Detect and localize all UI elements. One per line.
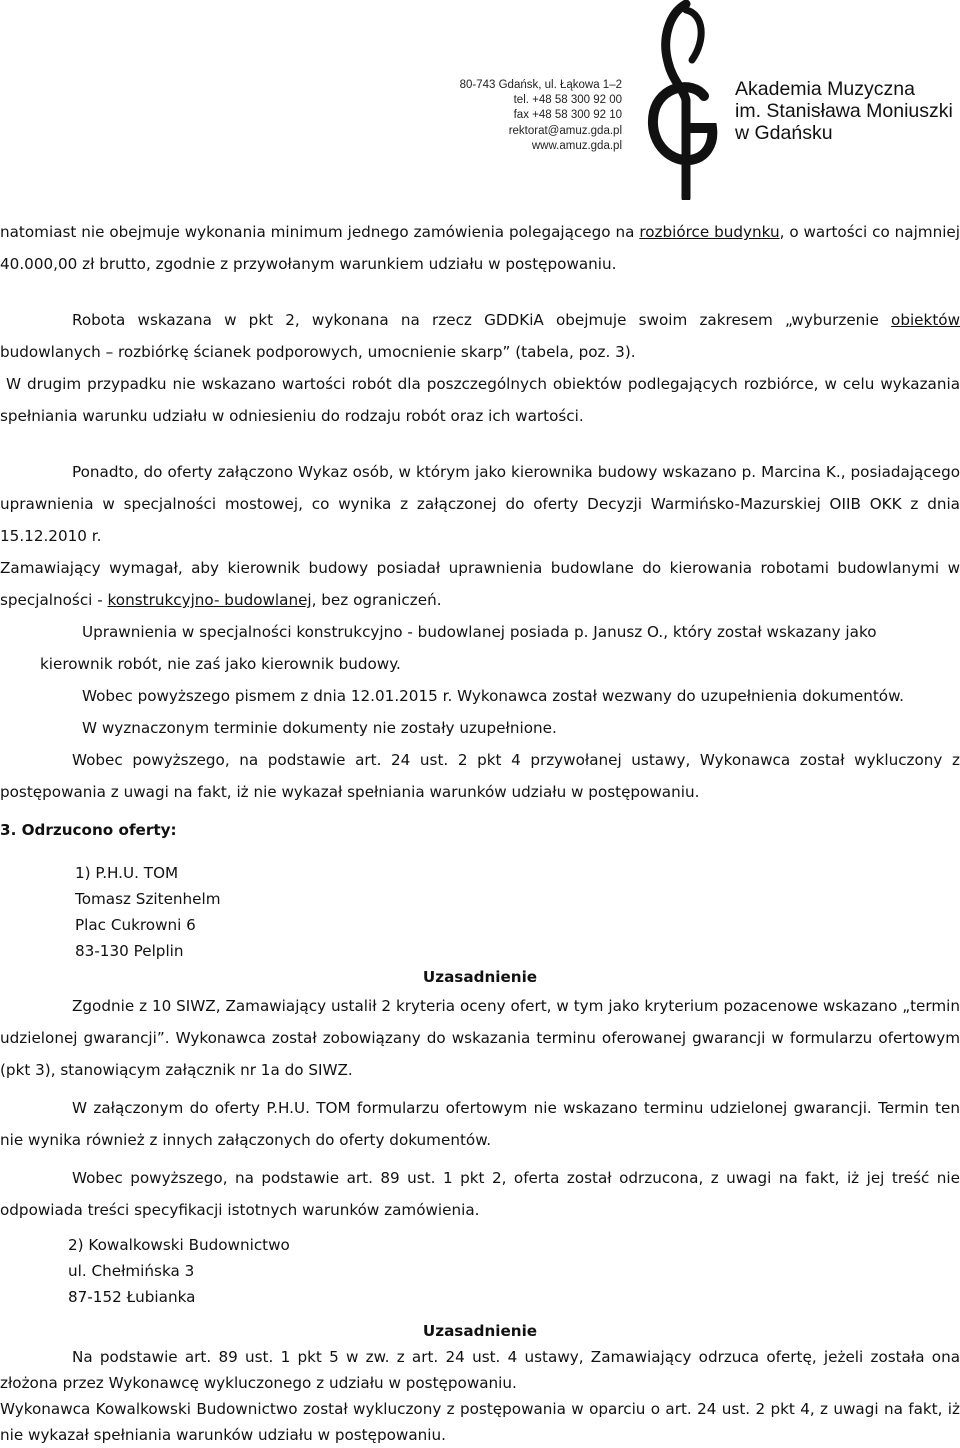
- paragraph: Na podstawie art. 89 ust. 1 pkt 5 w zw. z art. 24 ust. 4 ustawy, Zamawiający odrzuca ofertę, jeżeli została ona złożona przez Wykonawcę wykluczonego z udziału w postępowaniu.: [0, 1348, 960, 1392]
- offer-line: 83-130 Pelplin: [75, 942, 184, 960]
- paragraph: W drugim przypadku nie wskazano wartości robót dla poszczególnych obiektów podlegających rozbiórce, w celu wykazania spełniania warunku udziału w odniesieniu do rodzaju robót oraz ich wartości.: [0, 375, 960, 425]
- document-body: [0, 216, 960, 1448]
- rejected-offer-1: [0, 860, 960, 964]
- underlined-phrase: obiektów: [891, 311, 960, 329]
- rejected-offer-2: [0, 1232, 960, 1310]
- section-heading: 3. Odrzucono oferty:: [0, 821, 177, 839]
- paragraph: Uprawnienia w specjalności konstrukcyjno - budowlanej posiada p. Janusz O., który został wskazany jako: [82, 623, 877, 641]
- letterhead: [0, 0, 960, 210]
- paragraph: Ponadto, do oferty załączono Wykaz osób, w którym jako kierownika budowy wskazano p. Marcina K., posiadającego uprawnienia w specjalności mostowej, co wynika z załączonej do oferty Decyzji Warmińsko-Mazurskiej OIIB OKK z dnia 15.12.2010 r.: [0, 463, 960, 545]
- institution-line: im. Stanisława Moniuszki: [735, 100, 953, 122]
- institution-name: [735, 78, 953, 144]
- paragraph: natomiast nie obejmuje wykonania minimum jednego zamówienia polegającego na rozbiórce budynku, o wartości co najmniej 40.000,00 zł brutto, zgodnie z przywołanym warunkiem udziału w postępowaniu.: [0, 223, 960, 273]
- contact-block: [460, 78, 622, 154]
- justification-heading: Uzasadnienie: [422, 968, 538, 986]
- phone-line: tel. +48 58 300 92 00: [513, 94, 622, 107]
- paragraph: Robota wskazana w pkt 2, wykonana na rzecz GDDKiA obejmuje swoim zakresem „wyburzenie obiektów budowlanych – rozbiórkę ścianek podporowych, umocnienie skarp” (tabela, poz. 3).: [0, 311, 960, 361]
- paragraph: W wyznaczonym terminie dokumenty nie zostały uzupełnione.: [82, 719, 557, 737]
- paragraph: kierownik robót, nie zaś jako kierownik budowy.: [40, 655, 401, 673]
- fax-line: fax +48 58 300 92 10: [513, 109, 622, 122]
- paragraph: Wobec powyższego, na podstawie art. 24 ust. 2 pkt 4 przywołanej ustawy, Wykonawca został wykluczony z postępowania z uwagi na fakt, iż nie wykazał spełniania warunków udziału w postępowaniu.: [0, 751, 960, 801]
- paragraph: W załączonym do oferty P.H.U. TOM formularzu ofertowym nie wskazano terminu udzielonej gwarancji. Termin ten nie wynika również z innych załączonych do oferty dokumentów.: [0, 1099, 960, 1149]
- offer-line: 1) P.H.U. TOM: [75, 864, 179, 882]
- paragraph: Zamawiający wymagał, aby kierownik budowy posiadał uprawnienia budowlane do kierowania robotami budowlanymi w specjalności - konstrukcyjno- budowlanej, bez ograniczeń.: [0, 559, 960, 609]
- offer-line: Tomasz Szitenhelm: [75, 890, 221, 908]
- underlined-phrase: rozbiórce budynku: [639, 223, 780, 241]
- paragraph: Zgodnie z 10 SIWZ, Zamawiający ustalił 2 kryteria oceny ofert, w tym jako kryterium pozacenowe wskazano „termin udzielonej gwarancji”. Wykonawca został zobowiązany do wskazania terminu oferowanej gwarancji w formularzu ofertowym (pkt 3), stanowiącym załącznik nr 1a do SIWZ.: [0, 997, 960, 1079]
- paragraph: Wobec powyższego, na podstawie art. 89 ust. 1 pkt 2, oferta został odrzucona, z uwagi na fakt, iż jej treść nie odpowiada treści specyfikacji istotnych warunków zamówienia.: [0, 1169, 960, 1219]
- paragraph: Wobec powyższego pismem z dnia 12.01.2015 r. Wykonawca został wezwany do uzupełnienia dokumentów.: [82, 687, 904, 705]
- address-line: 80-743 Gdańsk, ul. Łąkowa 1–2: [459, 79, 622, 91]
- underlined-phrase: konstrukcyjno- budowlanej: [107, 591, 312, 609]
- website-line: www.amuz.gda.pl: [531, 139, 622, 152]
- academy-logo-icon: [642, 0, 722, 200]
- institution-line: w Gdańsku: [735, 122, 833, 144]
- email-line: rektorat@amuz.gda.pl: [508, 124, 622, 137]
- offer-line: 2) Kowalkowski Budownictwo: [68, 1236, 290, 1254]
- justification-heading: Uzasadnienie: [422, 1322, 538, 1340]
- offer-line: Plac Cukrowni 6: [75, 916, 196, 934]
- offer-line: 87-152 Łubianka: [68, 1288, 196, 1306]
- institution-line: Akademia Muzyczna: [735, 78, 915, 100]
- paragraph: Wykonawca Kowalkowski Budownictwo został wykluczony z postępowania w oparciu o art. 24 ust. 2 pkt 4, z uwagi na fakt, iż nie wykazał spełniania warunków udziału w postępowaniu.: [0, 1400, 960, 1444]
- offer-line: ul. Chełmińska 3: [68, 1262, 195, 1280]
